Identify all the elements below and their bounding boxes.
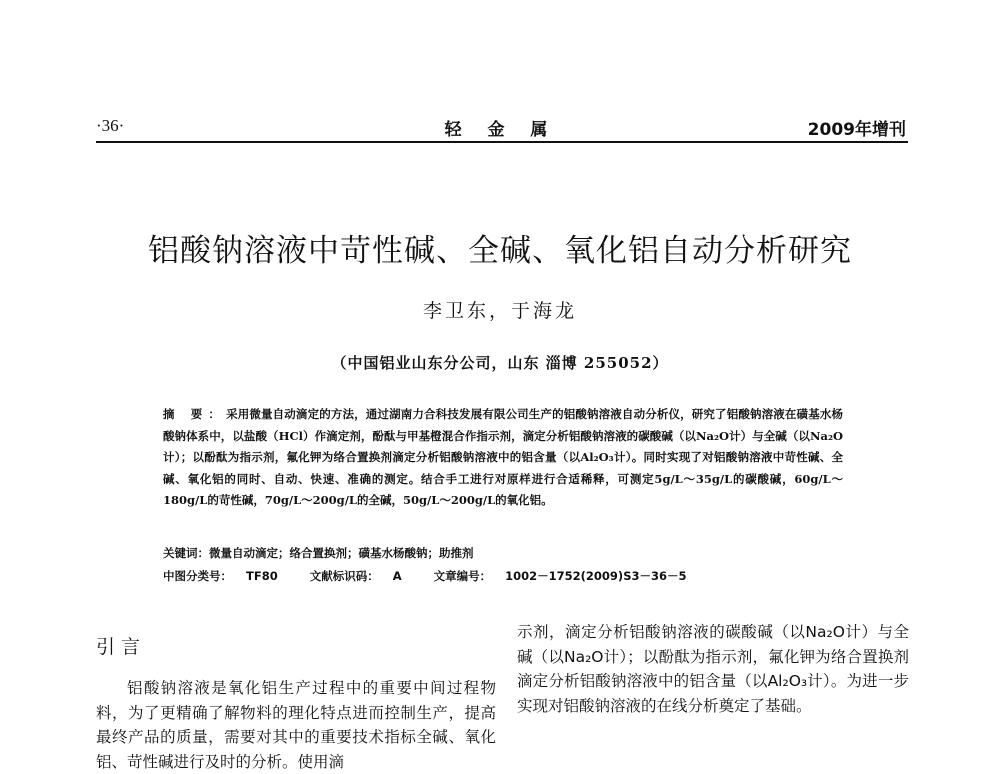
article-no-value: 1002－1752(2009)S3－36－5: [505, 569, 687, 583]
article-no-label: 文章编号：: [433, 569, 492, 583]
abstract-label: 摘 要：: [163, 407, 227, 421]
keywords-text: 微量自动滴定；络合置换剂；磺基水杨酸钠；助推剂: [209, 546, 474, 560]
article-title: 铝酸钠溶液中苛性碱、全碱、氧化铝自动分析研究: [148, 233, 852, 269]
page-number: ·36·: [96, 116, 125, 135]
right-column-paragraph: 示剂，滴定分析铝酸钠溶液的碳酸碱（以Na₂O计）与全碱（以Na₂O计）；以酚酞为指示剂，氟化钾为络合置换剂滴定分析铝酸钠溶液中的铝含量（以Al₂O₃计）。为进一步实现对铝酸钠溶液的在线分析奠定了基础。: [517, 623, 909, 715]
intro-paragraph: 铝酸钠溶液是氧化铝生产过程中的重要中间过程物料，为了更精确了解物料的理化特点进而控制生产，提高最终产品的质量，需要对其中的重要技术指标全碱、氧化铝、苛性碱进行及时的分析。使用滴: [96, 679, 496, 771]
abstract-text: 采用微量自动滴定的方法，通过湖南力合科技发展有限公司生产的铝酸钠溶液自动分析仪，研究了铝酸钠溶液在磺基水杨酸钠体系中，以盐酸（HCl）作滴定剂，酚酞与甲基橙混合作指示剂，滴定分析铝酸钠溶液的碳酸碱（以Na₂O计）与全碱（以Na₂O计）；以酚酞为指示剂，氟化钾为络合置换剂滴定分析铝酸钠溶液中的铝含量（以Al₂O₃计）。同时实现了对铝酸钠溶液中苛性碱、全碱、氧化铝的同时、自动、快速、准确的测定。结合手工进行对原样进行合适稀释，可测定5g/L～35g/L的碳酸碱，60g/L～180g/L的苛性碱，70g/L～200g/L的全碱，50g/L～200g/L的氧化铝。: [163, 407, 843, 507]
body-right-column: [517, 620, 909, 718]
section-heading-introduction: 引言: [96, 636, 147, 658]
keywords: [163, 545, 843, 561]
document-code: [310, 569, 416, 583]
doc-code-value: A: [392, 569, 402, 583]
article-number: [434, 569, 701, 583]
article-affiliation: （中国铝业山东分公司，山东 淄博 255052）: [331, 354, 669, 372]
journal-name: 轻 金 属: [444, 120, 558, 140]
article-authors: 李卫东，于海龙: [422, 300, 577, 322]
abstract: [163, 404, 843, 512]
clc-label: 中图分类号：: [163, 569, 232, 583]
doc-code-label: 文献标识码：: [309, 569, 379, 583]
clc-code: [163, 569, 292, 583]
running-header: [96, 112, 906, 140]
issue-label: 2009年增刊: [807, 120, 906, 140]
header-divider: [96, 141, 908, 143]
classification-line: [163, 568, 863, 584]
clc-value: TF80: [246, 569, 278, 583]
keywords-label: 关键词：: [163, 546, 209, 560]
body-left-column: [96, 676, 496, 774]
